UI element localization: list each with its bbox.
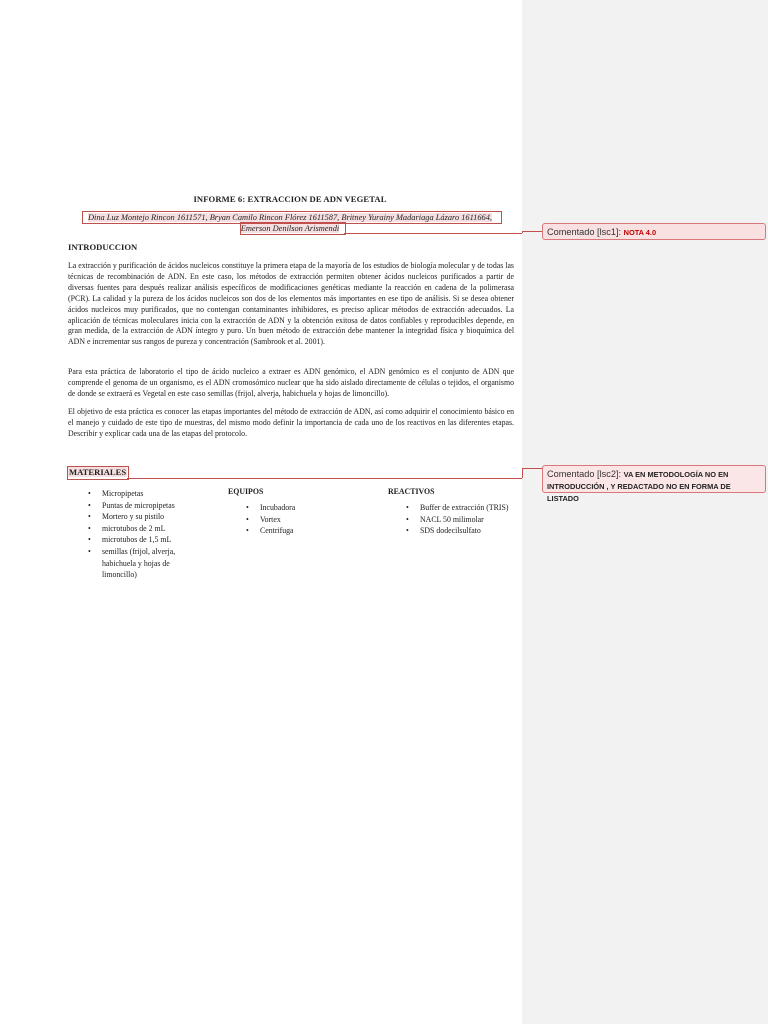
intro-paragraph-1: La extracción y purificación de ácidos nucleicos constituye la primera etapa de la mayoría de los estudios de biología molecular y de todas las técnicas de recombinación de ADN. En este caso, los métodos de extracción permiten obtener ácidos nucleicos purificados a partir de diversas fuentes para después realizar análisis específicos de modificaciones genéticas mediante la reacción en cadena de la polimerasa (PCR). La calidad y la pureza de los ácidos nucleicos son dos de los elementos más importantes en ese tipo de análisis. Si se desea obtener ácidos nucleicos muy purificados, que no contengan contaminantes inhibidores, es preciso aplicar métodos de extracción adecuados. La aplicación de técnicas moleculares inicia con la extracción de ADN y la obtención exitosa de datos confiables y reproducibles depende, en gran medida, de la extracción de ADN íntegro y puro. Un buen método de extracción debe mantener la integridad física y bioquímica del ADN e incrementar sus rangos de pureza y concentración (Sambrook et al. 2001). <box>68 261 514 347</box>
list-item: • SDS dodecilsulfato <box>402 525 514 537</box>
comment-connector-2-joint <box>522 468 523 478</box>
comment-connector-2-margin <box>522 468 542 469</box>
intro-paragraph-3: El objetivo de esta práctica es conocer las etapas importantes del método de extracción de ADN, así como adquirir el conocimiento básico en el manejo y cuidado de este tipo de muestras, del mismo modo definir la importancia de cada uno de los reactivos en las diferentes etapas. Describir y explicar cada una de las etapas del protocolo. <box>68 407 514 438</box>
reactivos-heading: REACTIVOS <box>388 487 435 496</box>
list-item: • Puntas de micropipetas <box>84 500 204 512</box>
list-item: • Vortex <box>242 514 358 526</box>
document-title: INFORME 6: EXTRACCION DE ADN VEGETAL <box>193 194 387 204</box>
list-item: • microtubos de 2 mL <box>84 523 204 535</box>
comment-balloon-2[interactable] <box>542 465 766 503</box>
reactivos-column <box>388 487 514 537</box>
list-item: • semillas (frijol, alverja, habichuela y hojas de limoncillo) <box>84 546 204 581</box>
list-item: • NACL 50 milimolar <box>402 514 514 526</box>
list-item: • Mortero y su pistilo <box>84 511 204 523</box>
comment-2-label: Comentado [lsc2]: <box>547 469 622 479</box>
authors-line-2: Emerson Denilson Arismendi <box>240 224 340 233</box>
comment-connector-2 <box>127 478 522 479</box>
comment-2-text-b: INTRODUCCIÓN , Y REDACTADO NO EN FORMA DE LISTADO <box>547 482 731 503</box>
comment-connector-1-joint <box>522 231 523 233</box>
equipos-column <box>228 487 358 537</box>
comment-connector-1 <box>344 233 522 234</box>
equipos-heading: EQUIPOS <box>228 487 264 496</box>
introduction-heading: INTRODUCCION <box>68 242 138 252</box>
list-item: • Micropipetas <box>84 488 204 500</box>
comment-connector-1-margin <box>522 231 542 232</box>
list-item: • Incubadora <box>242 502 358 514</box>
comment-2-text-a: VA EN METODOLOGÍA NO EN <box>623 470 729 479</box>
list-item: • Centrifuga <box>242 525 358 537</box>
materiales-heading[interactable]: MATERIALES <box>69 467 127 477</box>
comments-margin-pane <box>522 0 768 1024</box>
materiales-list-column <box>84 488 204 581</box>
comment-balloon-1[interactable] <box>542 223 766 240</box>
authors-block[interactable] <box>70 212 510 234</box>
list-item: • microtubos de 1,5 mL <box>84 534 204 546</box>
intro-paragraph-2: Para esta práctica de laboratorio el tipo de ácido nucleico a extraer es ADN genómico, el ADN genómico es el conjunto de ADN que comprende el genoma de un organismo, es el ADN cromosómico nuclear que ha sido aislado directamente de células o tejidos, el organismo de donde se extraerá es Vegetal en este caso semillas (frijol, alverja, habichuela y hojas de limoncillo). <box>68 367 514 398</box>
authors-line-1: Dina Luz Montejo Rincon 1611571, Bryan Camilo Rincon Flórez 1611587, Britney Yurainy Madariaga Lázaro 1611664, <box>87 213 493 222</box>
comment-1-label: Comentado [lsc1]: <box>547 227 622 237</box>
list-item: • Buffer de extracción (TRIS) <box>402 502 514 514</box>
comment-1-text: NOTA 4.0 <box>623 228 657 237</box>
